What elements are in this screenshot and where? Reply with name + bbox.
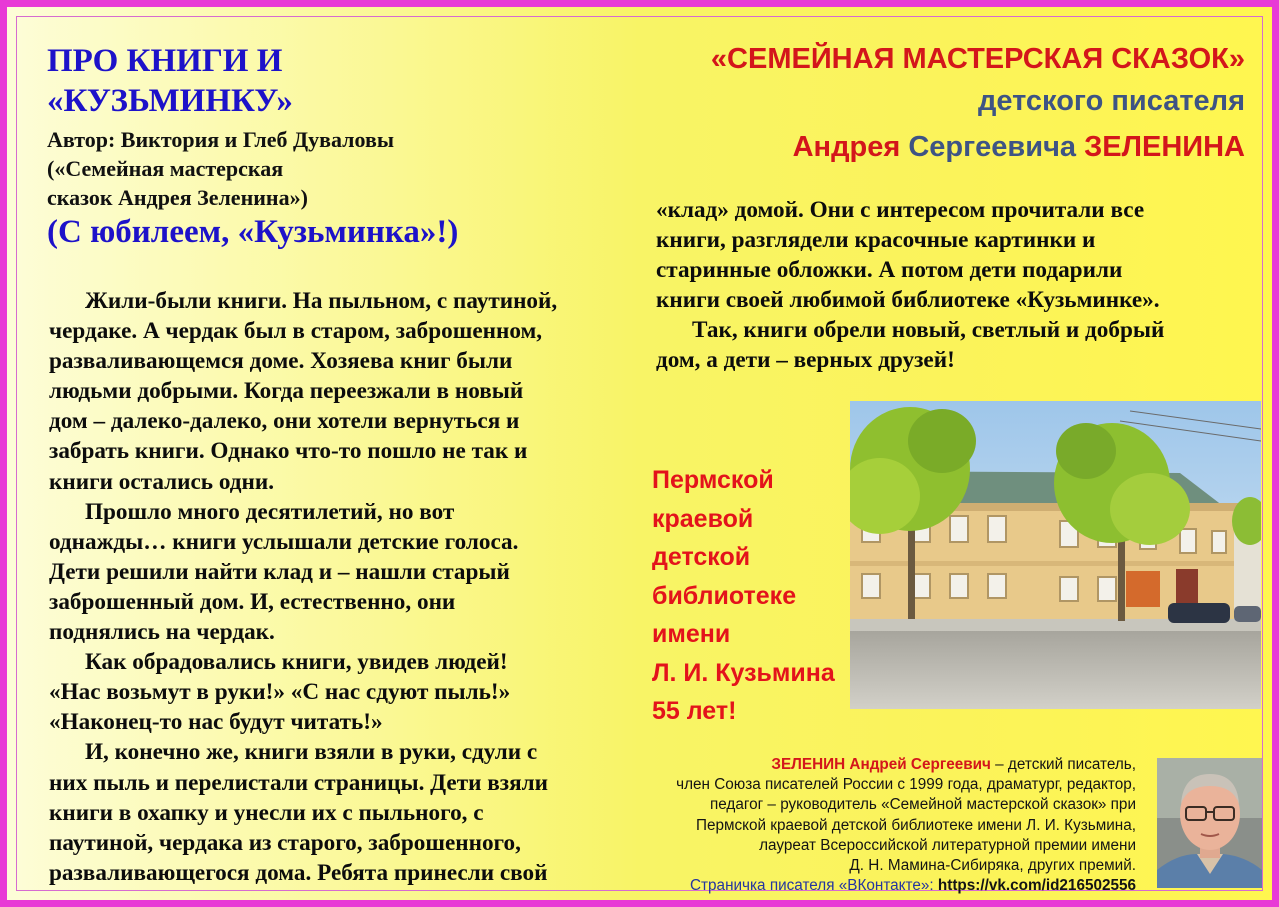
story-line: книги своей любимой библиотеке «Кузьминке». [656, 287, 1160, 314]
story-line: старинные обложки. А потом дети подарили [656, 257, 1123, 284]
story-line: И, конечно же, книги взяли в руки, сдули с [85, 739, 538, 766]
writer-patronymic: Сергеевича [908, 131, 1077, 163]
story-line: разваливающемся доме. Хозяева книг были [49, 348, 513, 375]
library-line: Пермской [652, 466, 774, 494]
article-title-line: ПРО КНИГИ И [47, 43, 283, 79]
writer-first-name: Андрея [792, 131, 901, 163]
library-line: Л. И. Кузьмина [652, 658, 835, 687]
story-line: забрать книги. Однако что-то пошло не так и [49, 438, 528, 465]
library-line: имени [652, 620, 731, 648]
story-line: заброшенный дом. И, естественно, они [49, 588, 456, 615]
story-line: дом, а дети – верных друзей! [656, 347, 955, 374]
story-line: Так, книги обрели новый, светлый и добрый [692, 317, 1165, 344]
story-line: книги остались одни. [49, 468, 275, 495]
workshop-subtitle: детского писателя [977, 85, 1245, 117]
story-line: «Наконец-то нас будут читать!» [49, 709, 383, 736]
bio-name: ЗЕЛЕНИН Андрей Сергеевич [771, 756, 991, 773]
story-line: Как обрадовались книги, увидев людей! [85, 649, 508, 676]
story-line: книги, разглядели красочные картинки и [656, 227, 1096, 254]
article-title [47, 41, 607, 121]
story-line: разваливающегося дома. Ребята принесли свой [49, 859, 548, 886]
story-text-right [656, 195, 1266, 376]
bio-line: Пермской краевой детской библиотеке имени Л. И. Кузьмина, [695, 816, 1136, 834]
library-line: детской [652, 543, 751, 571]
bio-line: член Союза писателей России с 1999 года, драматург, редактор, [676, 776, 1136, 794]
bio-line: Д. Н. Мамина-Сибиряка, других премий. [849, 857, 1136, 875]
author-line: («Семейная мастерская [47, 156, 284, 181]
story-line: них пыль и перелистали страницы. Дети взяли [49, 769, 548, 796]
library-line: библиотеке [652, 581, 797, 610]
author-line: Автор: Виктория и Глеб Дуваловы [47, 127, 395, 152]
workshop-header [711, 41, 1245, 167]
story-line: чердаке. А чердак был в старом, заброшенном, [49, 318, 543, 345]
writer-bio [676, 755, 1136, 896]
story-text-left [49, 286, 649, 888]
story-line: «Нас возьмут в руки!» «С нас сдуют пыль!» [49, 679, 511, 706]
bio-line: педагог – руководитель «Семейной мастерской сказок» при [709, 796, 1136, 814]
library-line: краевой [652, 504, 754, 533]
writer-surname: ЗЕЛЕНИНА [1084, 131, 1245, 163]
library-line: 55 лет! [652, 697, 737, 725]
story-line: Жили-были книги. На пыльном, с паутиной, [85, 288, 558, 314]
author-line: сказок Андрея Зеленина») [47, 185, 308, 210]
bio-link-line [676, 876, 1136, 896]
workshop-title: «СЕМЕЙНАЯ МАСТЕРСКАЯ СКАЗОК» [710, 43, 1245, 75]
story-line: однажды… книги услышали детские голоса. [49, 528, 519, 555]
story-line: книги в охапку и унесли их с пыльного, с [49, 799, 484, 826]
story-line: людьми добрыми. Когда переезжали в новый [49, 378, 524, 405]
jubilee-heading: (С юбилеем, «Кузьминка»!) [47, 214, 459, 250]
bio-text: – детский писатель, [990, 756, 1136, 773]
library-photo [850, 401, 1261, 709]
story-line: «клад» домой. Они с интересом прочитали все [656, 197, 1145, 223]
story-line: паутиной, чердака из старого, заброшенного, [49, 829, 521, 856]
vk-link[interactable]: https://vk.com/id216502556 [937, 877, 1136, 895]
vk-label: Страничка писателя «ВКонтакте»: [690, 877, 938, 895]
library-anniversary [652, 461, 835, 731]
story-line: Дети решили найти клад и – нашли старый [49, 558, 510, 585]
bio-line: лауреат Всероссийской литературной премии имени [759, 836, 1136, 854]
writer-name [711, 127, 1245, 167]
writer-portrait [1157, 758, 1262, 888]
author-credit [47, 125, 607, 212]
story-line: дом – далеко-далеко, они хотели вернуться и [49, 408, 520, 435]
story-line: поднялись на чердак. [49, 619, 275, 646]
article-title-line: «КУЗЬМИНКУ» [47, 83, 293, 119]
story-line: Прошло много десятилетий, но вот [85, 498, 455, 525]
bio-line [676, 755, 1136, 775]
